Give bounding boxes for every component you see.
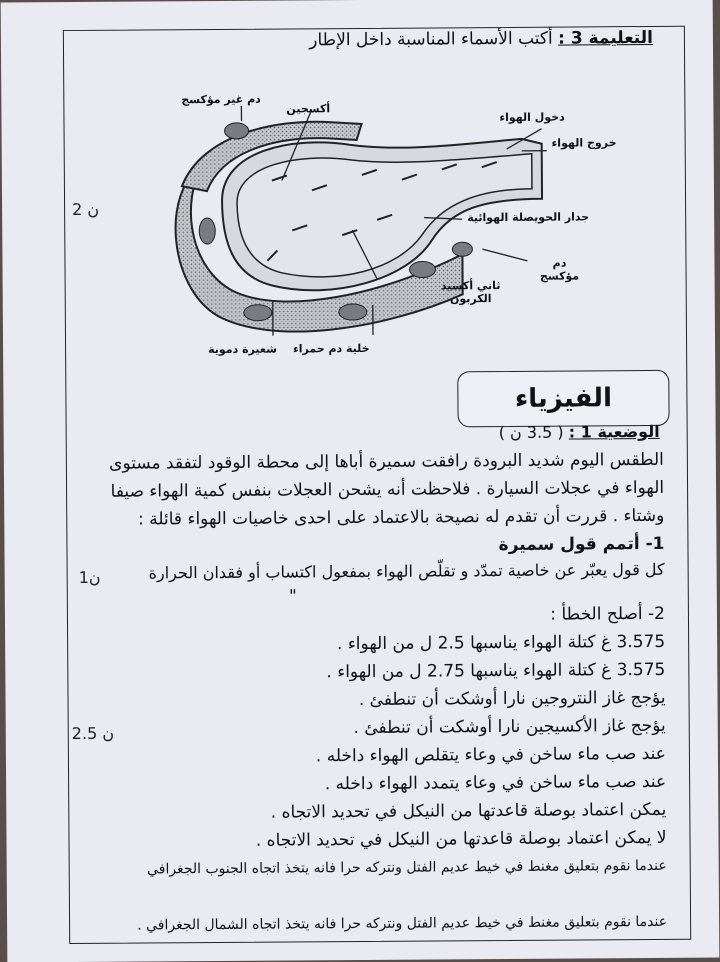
situation-label: الوضعية 1 :: [569, 422, 660, 442]
mark-1: 1ن: [79, 568, 101, 587]
instruction-title: [309, 28, 653, 50]
alveolus-diagram: [161, 88, 643, 366]
instruction-text: أكتب الأسماء المناسبة داخل الإطار: [309, 29, 553, 51]
instruction-number: التعليمة 3 :: [558, 28, 653, 49]
label-oxygenated-blood: دم مؤكسج: [534, 256, 584, 282]
intro-line-3: وشتاء . قررت أن تقدم له نصيحة بالاعتماد على احدى خاصيات الهواء قائلة :: [138, 506, 664, 530]
q2-line-10: عندما نقوم بتعليق مغنط في خيط عديم الفتل ونتركه حرا فانه يتخذ اتجاه الشمال الجغرافي .: [137, 914, 667, 934]
label-air-out: خروج الهواء: [552, 136, 617, 149]
q2-line-8: لا يمكن اعتماد بوصلة قاعدتها من النيكل في تحديد الاتجاه .: [256, 828, 667, 851]
q2-line-6: عند صب ماء ساخن في وعاء يتمدد الهواء داخله .: [325, 772, 666, 794]
label-deoxygenated-blood: دم غير مؤكسج: [181, 93, 261, 107]
label-oxygen: أكسجين: [286, 102, 330, 115]
situation-heading: [499, 422, 660, 442]
label-air-in: دخول الهواء: [499, 111, 564, 124]
q2-line-5: عند صب ماء ساخن في وعاء يتقلص الهواء داخله .: [316, 744, 666, 766]
label-red-cell: خلية دم حمراء: [293, 342, 370, 356]
physics-heading: الفيزياء: [515, 383, 612, 414]
intro-line-2: الهواء في عجلات السيارة . فلاحظت أنه يشحن العجلات بنفس كمية الهواء صيفا: [111, 478, 665, 502]
q2-line-7: يمكن اعتماد بوصلة قاعدتها من النيكل في تحديد الاتجاه .: [271, 800, 667, 823]
label-alveolus-wall: جدار الحويصلة الهوائية: [467, 210, 589, 224]
q1-title: 1- أتمم قول سميرة: [499, 534, 665, 555]
situation-points: ( 3.5 ن ): [499, 423, 564, 442]
alveolus-illustration: [161, 88, 643, 366]
mark-2-5: 2.5 ن: [72, 724, 114, 743]
label-co2: ثاني أكسيد الكربون: [431, 279, 511, 306]
q2-line-9: عندما نقوم بتعليق مغنط في خيط عديم الفتل ونتركه حرا فانه يتخذ اتجاه الجنوب الجغرافي: [147, 858, 667, 878]
worksheet-page: [1, 0, 720, 962]
intro-line-1: الطقس اليوم شديد البرودة رافقت سميرة أباها إلى محطة الوقود لتفقد مستوى: [109, 450, 664, 474]
q2-line-1: 3.575 غ كتلة الهواء يناسبها 2.5 ل من الهواء .: [337, 632, 665, 654]
q1-quote: ": [289, 586, 297, 606]
physics-heading-box: [457, 370, 669, 427]
mark-2: 2 ن: [72, 200, 99, 219]
q2-line-2: 3.575 غ كتلة الهواء يناسبها 2.75 ل من الهواء .: [326, 660, 665, 682]
q2-line-3: يؤجج غاز النتروجين نارا أوشكت أن تنطفئ .: [359, 688, 666, 710]
q1-answer: كل قول يعبّر عن خاصية تمدّد و تقلّص الهواء بمفعول اكتساب أو فقدان الحرارة: [148, 560, 664, 583]
q2-title: 2- أصلح الخطأ :: [550, 604, 665, 625]
label-capillary: شعيرة دموية: [208, 343, 277, 356]
q2-line-4: يؤجج غاز الأكسيجين نارا أوشكت أن تنطفئ .: [353, 716, 665, 738]
